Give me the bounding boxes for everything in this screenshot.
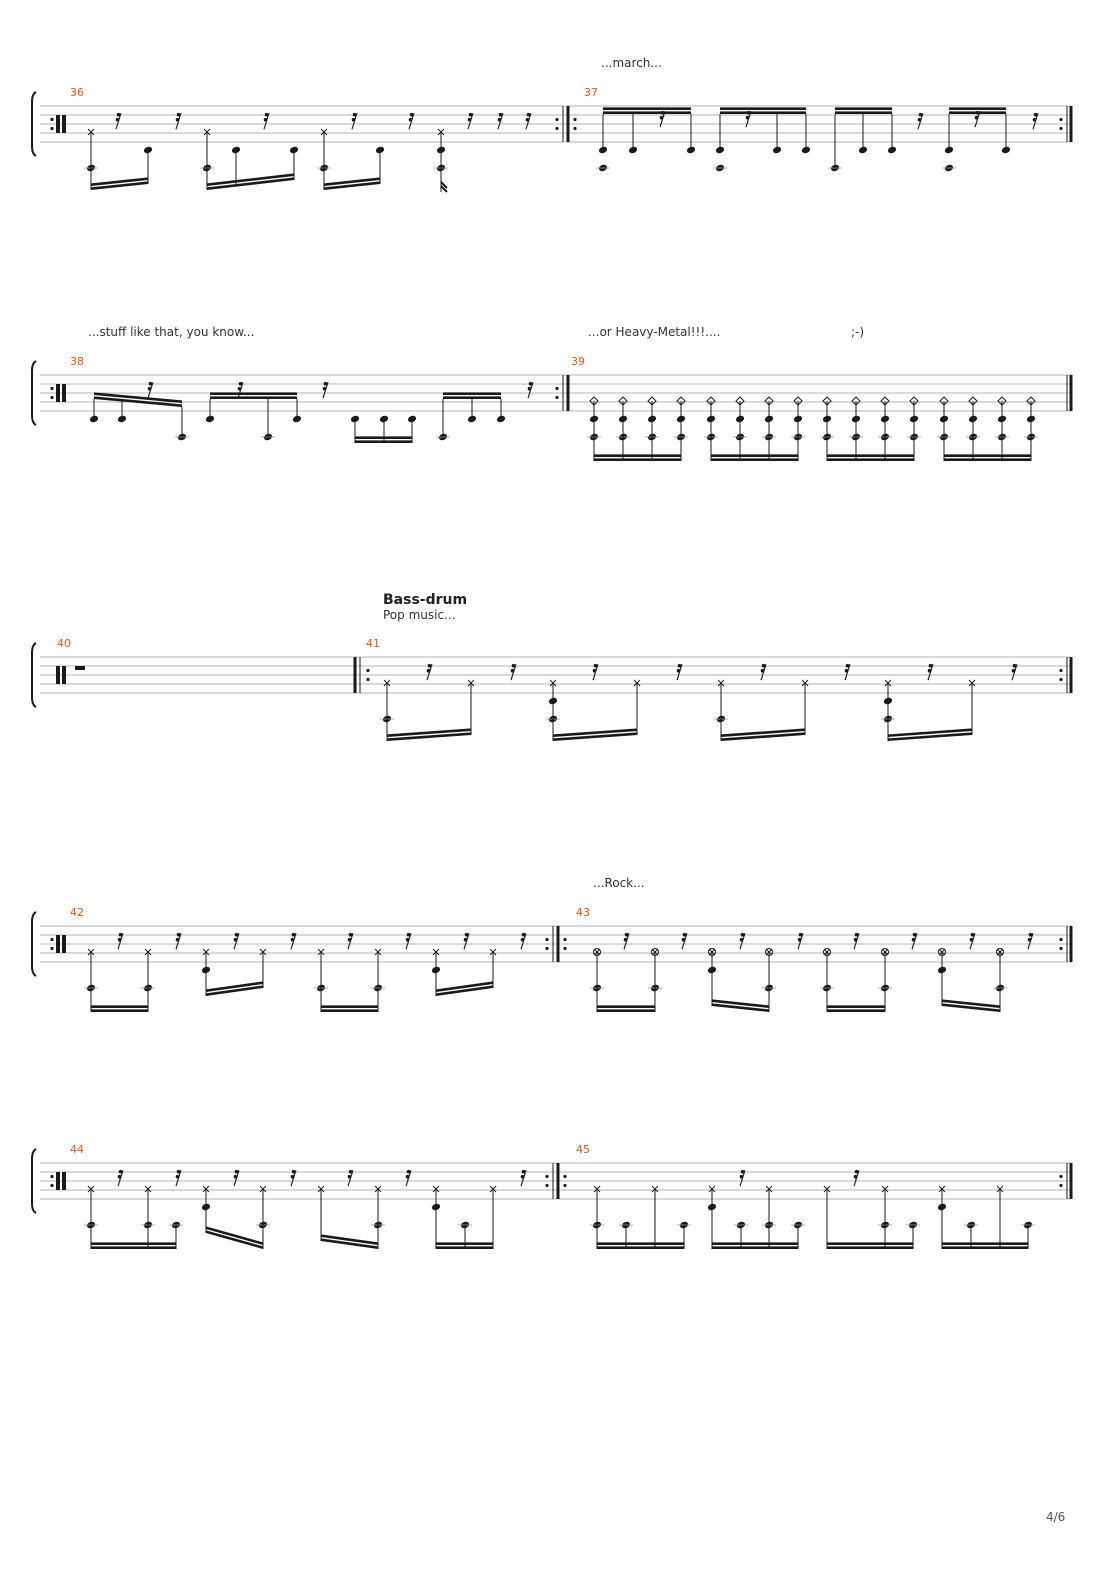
note-beam [949, 107, 1006, 110]
sixteenth-rest-flag [498, 118, 502, 122]
sixteenth-rest-flag [176, 118, 180, 122]
sixteenth-rest-flag [1012, 669, 1016, 673]
sixteenth-rest-flag [1033, 118, 1037, 122]
note-beam [720, 107, 806, 110]
sixteenth-rest-flag [594, 664, 598, 668]
note-beam [944, 458, 1031, 461]
system-bracket [32, 912, 36, 976]
sixteenth-rest-flag [527, 113, 531, 117]
sixteenth-rest-flag [427, 669, 431, 673]
sixteenth-rest-flag [625, 933, 629, 937]
repeat-dots [50, 127, 53, 130]
repeat-dots [1059, 947, 1062, 950]
sixteenth-rest-flag [975, 116, 979, 120]
sixteenth-rest-flag [918, 118, 922, 122]
note-beam [436, 1242, 493, 1245]
measure-number: 37 [584, 86, 598, 99]
sixteenth-rest-flag [976, 111, 980, 115]
sixteenth-rest-flag [528, 387, 532, 391]
sixteenth-rest-flag [349, 1170, 353, 1174]
note-beam [603, 107, 691, 110]
system-bracket [32, 1149, 36, 1213]
sixteenth-rest-flag [928, 669, 932, 673]
measure-number: 41 [366, 637, 380, 650]
sixteenth-rest-flag [740, 1175, 744, 1179]
measure-number: 43 [576, 906, 590, 919]
sixteenth-rest-flag [234, 938, 238, 942]
measure-number: 44 [70, 1143, 84, 1156]
sixteenth-rest-flag [348, 1175, 352, 1179]
sixteenth-rest-flag [762, 664, 766, 668]
sixteenth-rest-flag [119, 1170, 123, 1174]
system-bracket [32, 361, 36, 425]
sixteenth-rest-flag [761, 669, 765, 673]
repeat-dots [50, 1175, 53, 1178]
sixteenth-rest-flag [406, 1175, 410, 1179]
note-beam [720, 111, 806, 114]
sixteenth-rest-flag [682, 938, 686, 942]
sixteenth-rest-flag [235, 1170, 239, 1174]
sixteenth-rest-flag [855, 1170, 859, 1174]
measure-number: 39 [571, 355, 585, 368]
note-beam [597, 1005, 655, 1008]
sixteenth-rest-flag [324, 382, 328, 386]
repeat-dots [573, 127, 576, 130]
note-beam [711, 454, 798, 457]
section-subtitle: Pop music... [383, 608, 456, 622]
sixteenth-rest-flag [149, 382, 153, 386]
sixteenth-rest-flag [117, 113, 121, 117]
sixteenth-rest-flag [746, 116, 750, 120]
sixteenth-rest-flag [522, 933, 526, 937]
sixteenth-rest-flag [854, 1175, 858, 1179]
repeat-dots [1059, 1175, 1062, 1178]
repeat-dots [50, 1184, 53, 1187]
note-beam [827, 1242, 913, 1245]
repeat-dots [366, 669, 369, 672]
sixteenth-rest-flag [799, 933, 803, 937]
sixteenth-rest-flag [521, 1175, 525, 1179]
sixteenth-rest-flag [265, 113, 269, 117]
note-beam [603, 111, 691, 114]
note-beam [321, 1005, 378, 1008]
repeat-dots [545, 1184, 548, 1187]
sixteenth-rest-flag [409, 118, 413, 122]
note-beam [443, 392, 501, 395]
sixteenth-rest-flag [970, 938, 974, 942]
sixteenth-rest-flag [521, 938, 525, 942]
note-beam [827, 1005, 885, 1008]
sixteenth-rest-flag [740, 938, 744, 942]
repeat-dots [50, 938, 53, 941]
note-beam [355, 436, 412, 439]
sixteenth-rest-flag [176, 1175, 180, 1179]
measure-number: 45 [576, 1143, 590, 1156]
sixteenth-rest-flag [511, 669, 515, 673]
repeat-dots [50, 947, 53, 950]
sixteenth-rest-flag [1034, 113, 1038, 117]
note-beam [827, 458, 914, 461]
measure-number: 42 [70, 906, 84, 919]
annotation-measure-39: ...or Heavy-Metal!!!.... [588, 325, 721, 339]
note-beam [712, 1246, 798, 1249]
sixteenth-rest-flag [116, 118, 120, 122]
sixteenth-rest-flag [464, 938, 468, 942]
repeat-dots [573, 118, 576, 121]
note-beam [711, 458, 798, 461]
measure-number: 38 [70, 355, 84, 368]
sixteenth-rest-flag [469, 113, 473, 117]
sixteenth-rest-flag [624, 938, 628, 942]
repeat-dots [563, 1184, 566, 1187]
repeat-dots [563, 938, 566, 941]
sixteenth-rest-flag [291, 1175, 295, 1179]
note-beam [597, 1246, 684, 1249]
sixteenth-rest-flag [119, 933, 123, 937]
repeat-dots [545, 947, 548, 950]
sixteenth-rest-flag [428, 664, 432, 668]
sixteenth-rest-flag [526, 118, 530, 122]
sixteenth-rest-flag [177, 1170, 181, 1174]
repeat-dots [1059, 938, 1062, 941]
sixteenth-rest-flag [407, 933, 411, 937]
repeat-dots [1059, 118, 1062, 121]
repeat-dots [555, 127, 558, 130]
repeat-dots [563, 1175, 566, 1178]
sixteenth-rest-flag [846, 664, 850, 668]
sixteenth-rest-flag [292, 1170, 296, 1174]
note-beam [91, 1246, 176, 1249]
note-beam [91, 1005, 148, 1008]
sixteenth-rest-flag [118, 1175, 122, 1179]
sixteenth-rest-flag [292, 933, 296, 937]
sixteenth-rest-flag [971, 933, 975, 937]
note-beam [210, 396, 297, 399]
section-title: Bass-drum [383, 592, 468, 608]
annotation-measure-38: ...stuff like that, you know... [88, 325, 255, 339]
sixteenth-rest-flag [747, 111, 751, 115]
sixteenth-rest-flag [741, 933, 745, 937]
repeat-dots [50, 396, 53, 399]
note-beam [942, 1242, 1028, 1245]
repeat-dots [1059, 127, 1062, 130]
note-beam [443, 396, 501, 399]
note-beam [827, 1246, 913, 1249]
repeat-dots [1059, 678, 1062, 681]
note-beam [835, 111, 892, 114]
sixteenth-rest-flag [677, 669, 681, 673]
annotation-measure-37: ...march... [601, 56, 662, 70]
note-beam [321, 1009, 378, 1012]
note-beam [436, 1246, 493, 1249]
sixteenth-rest-flag [912, 938, 916, 942]
sixteenth-rest-flag [593, 669, 597, 673]
sixteenth-rest-flag [323, 387, 327, 391]
sixteenth-rest-flag [529, 382, 533, 386]
sixteenth-rest-flag [678, 664, 682, 668]
note-beam [91, 1009, 148, 1012]
sixteenth-rest-flag [660, 116, 664, 120]
sixteenth-rest-flag [522, 1170, 526, 1174]
sixteenth-rest-flag [238, 387, 242, 391]
system-bracket [32, 92, 36, 156]
sixteenth-rest-flag [683, 933, 687, 937]
sixteenth-rest-flag [176, 938, 180, 942]
note-beam [712, 1242, 798, 1245]
note-beam [827, 1009, 885, 1012]
sixteenth-rest-flag [348, 938, 352, 942]
repeat-dots [366, 678, 369, 681]
sixteenth-rest-flag [353, 113, 357, 117]
sixteenth-rest-flag [919, 113, 923, 117]
sixteenth-rest-flag [499, 113, 503, 117]
note-beam [91, 1242, 176, 1245]
sixteenth-rest-flag [512, 664, 516, 668]
sixteenth-rest-flag [291, 938, 295, 942]
note-beam [355, 440, 412, 443]
sixteenth-rest-flag [406, 938, 410, 942]
repeat-dots [545, 1175, 548, 1178]
note-beam [210, 392, 297, 395]
note-beam [594, 458, 681, 461]
note-beam [835, 107, 892, 110]
sixteenth-rest-flag [239, 382, 243, 386]
measure-number: 40 [57, 637, 71, 650]
sixteenth-rest-flag [407, 1170, 411, 1174]
note-beam [206, 1226, 263, 1245]
sixteenth-rest-flag [929, 664, 933, 668]
annotation-measure-39-smiley: ;-) [851, 325, 865, 339]
repeat-dots [545, 938, 548, 941]
repeat-dots [50, 118, 53, 121]
measure-number: 36 [70, 86, 84, 99]
sixteenth-rest-flag [177, 933, 181, 937]
sixteenth-rest-flag [118, 938, 122, 942]
repeat-dots [563, 947, 566, 950]
sixteenth-rest-flag [234, 1175, 238, 1179]
note-beam [594, 454, 681, 457]
repeat-dots [50, 387, 53, 390]
sixteenth-rest-flag [148, 387, 152, 391]
sixteenth-rest-flag [1028, 938, 1032, 942]
sixteenth-rest-flag [468, 118, 472, 122]
sixteenth-rest-flag [661, 111, 665, 115]
sixteenth-rest-flag [465, 933, 469, 937]
sixteenth-rest-flag [1029, 933, 1033, 937]
sixteenth-rest-flag [352, 118, 356, 122]
sixteenth-rest-flag [913, 933, 917, 937]
sixteenth-rest-flag [410, 113, 414, 117]
note-beam [597, 1242, 684, 1245]
sixteenth-rest-flag [855, 933, 859, 937]
sixteenth-rest-flag [741, 1170, 745, 1174]
repeat-dots [555, 387, 558, 390]
sixteenth-rest-flag [798, 938, 802, 942]
sixteenth-rest-flag [1013, 664, 1017, 668]
repeat-dots [555, 396, 558, 399]
whole-rest [75, 666, 85, 670]
repeat-dots [555, 118, 558, 121]
note-beam [942, 1246, 1028, 1249]
repeat-dots [1059, 1184, 1062, 1187]
note-beam [206, 1230, 263, 1249]
sixteenth-rest-flag [177, 113, 181, 117]
repeat-dots [1059, 669, 1062, 672]
note-beam [944, 454, 1031, 457]
sixteenth-rest-flag [845, 669, 849, 673]
note-beam [827, 454, 914, 457]
sixteenth-rest-flag [235, 933, 239, 937]
system-bracket [32, 643, 36, 707]
sixteenth-rest-flag [349, 933, 353, 937]
note-beam [597, 1009, 655, 1012]
annotation-measure-43: ...Rock... [593, 876, 645, 890]
sixteenth-rest-flag [264, 118, 268, 122]
sixteenth-rest-flag [854, 938, 858, 942]
page-number: 4/6 [1046, 1510, 1066, 1524]
